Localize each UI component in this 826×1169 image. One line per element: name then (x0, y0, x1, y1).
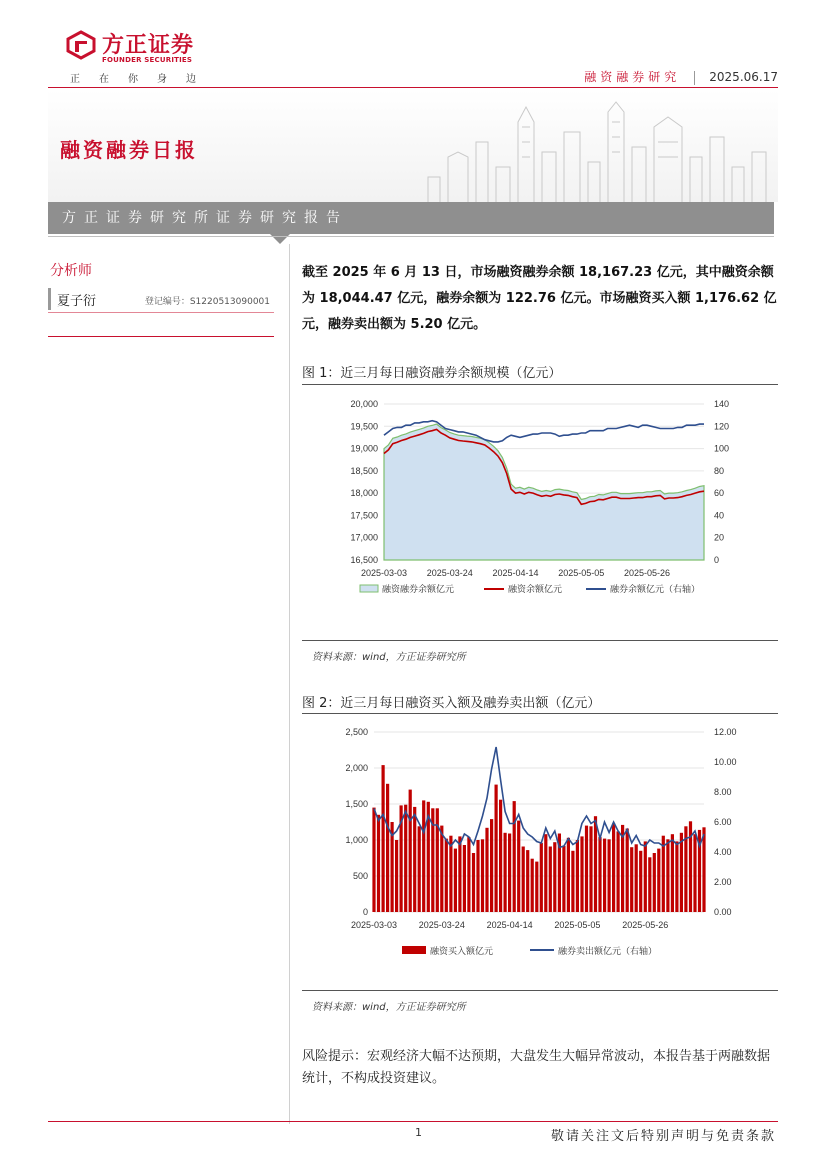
chart2-bar (463, 845, 466, 912)
chart2-bar (608, 839, 611, 912)
chart1-y-left-tick: 16,500 (350, 555, 378, 565)
chart2-legend-label: 融券卖出额亿元（右轴） (558, 946, 658, 956)
chart2-bar (580, 836, 583, 912)
figure1-title: 图 1：近三月每日融资融券余额规模（亿元） (302, 366, 562, 381)
chart1-y-left-tick: 17,000 (350, 532, 378, 543)
report-category: 融资融券研究 (584, 70, 681, 84)
figure1-bottom-rule (302, 640, 778, 641)
header-meta (584, 68, 778, 85)
chart1-y-right-tick: 120 (714, 421, 730, 432)
chart1-legend-swatch-total (360, 585, 378, 592)
chart2-series-securities-line (374, 747, 704, 848)
chart2-bar (648, 857, 651, 912)
chart2-bar (472, 853, 475, 912)
chart2-bar (404, 805, 407, 912)
report-title: 融资融券日报 (60, 138, 198, 162)
chart2-bar (540, 843, 543, 912)
chart2-bar (576, 840, 579, 912)
chart2-y-left-tick: 0 (362, 907, 368, 917)
chart2-bar (454, 849, 457, 912)
risk-warning: 风险提示：宏观经济大幅不达预期，大盘发生大幅异常波动，本报告基于两融数据统计，不构成投资建议。 (302, 1049, 771, 1086)
brand-slogan: 正在你身边 (70, 74, 215, 85)
bar-underline (48, 236, 774, 237)
figure2-source: 资料来源：wind，方正证券研究所 (312, 1002, 466, 1013)
chart2-bar (409, 790, 412, 912)
chart2-y-left-tick: 500 (352, 871, 368, 881)
chart2-bar (544, 834, 547, 912)
chart1-x-tick: 2025-04-14 (492, 568, 539, 578)
chart2-bar (671, 834, 674, 912)
figure2-top-rule (302, 713, 778, 714)
chart2-bar (517, 821, 520, 912)
chart1-y-left-tick: 17,500 (350, 510, 378, 521)
chart2-bar (499, 800, 502, 912)
chart1-y-left-tick: 19,000 (350, 443, 378, 454)
chart2-bar (526, 850, 529, 912)
chart2-bar (490, 819, 493, 912)
summary-paragraph: 截至 2025 年 6 月 13 日，市场融资融券余额 18,167.23 亿元，其中融资余额为 18,044.47 亿元，融券余额为 122.76 亿元。市场融资买入额 1,176.62 亿元，融券卖出额为 5.20 亿元。 (302, 265, 777, 332)
reg-number: S1220513090001 (189, 297, 270, 307)
chart2-bar (549, 847, 552, 913)
chart2-y-left-tick: 2,000 (345, 763, 368, 773)
chart2-bar (382, 765, 385, 912)
chart1-y-right-tick: 40 (714, 510, 725, 521)
chart2-y-left-tick: 1,500 (345, 799, 368, 809)
chart2-bar (594, 816, 597, 912)
figure1-top-rule (302, 384, 778, 385)
chart2-bar (603, 839, 606, 912)
chart1-legend-label: 融资余额亿元 (508, 584, 563, 594)
brand-name: 方正证券 (102, 33, 195, 58)
chart2-bar (418, 826, 421, 912)
footer-rule (48, 1121, 778, 1122)
title-banner (48, 89, 778, 202)
chart1-x-tick: 2025-05-05 (558, 568, 605, 578)
founder-logo-icon (66, 30, 96, 60)
chart1-y-left-tick: 20,000 (350, 399, 378, 409)
chart2-y-right-tick: 6.00 (714, 817, 732, 827)
chart2-bar (639, 851, 642, 912)
chart1-y-right-tick: 140 (714, 399, 730, 409)
chart2-legend-swatch-bars (402, 946, 426, 954)
chart2-bar (630, 847, 633, 912)
chart2-bar (567, 838, 570, 912)
chart2-bar (458, 836, 461, 912)
chart2-bar (436, 808, 439, 912)
footer-disclaimer: 敬请关注文后特别声明与免责条款 (550, 1129, 776, 1144)
analyst-name: 夏子衍 (57, 294, 97, 309)
chart1-y-left-tick: 18,500 (350, 465, 378, 476)
chart2-bar (531, 859, 534, 912)
chart1-y-left-tick: 18,000 (350, 488, 378, 499)
chart1-y-right-tick: 80 (714, 465, 725, 476)
chart2-bar (504, 833, 507, 912)
page-number: 1 (415, 1126, 422, 1139)
chart2-y-right-tick: 2.00 (714, 877, 732, 887)
chart1-y-right-tick: 60 (714, 488, 725, 499)
chart1-y-right-tick: 100 (714, 443, 730, 454)
chart2-bar (644, 841, 647, 912)
chart1-y-right-tick: 20 (714, 532, 725, 543)
chart2-bar (440, 826, 443, 912)
chart2-y-left-tick: 2,500 (345, 727, 368, 737)
report-type-bar: 方正证券研究所证券研究报告 (48, 202, 774, 234)
chart2-bar (522, 847, 525, 913)
chart1-series-total-area (384, 424, 704, 560)
chart2-bar (653, 853, 656, 912)
chart2-bar (657, 849, 660, 912)
chart2-bar (508, 834, 511, 913)
city-skyline-icon (418, 97, 778, 202)
margin-balance-chart (302, 390, 778, 636)
analyst-rule (48, 312, 274, 313)
chart1-legend-label: 融券余额亿元（右轴） (610, 584, 701, 594)
chart2-bar (386, 784, 389, 912)
chart2-bar (513, 801, 516, 912)
brand-name-en: FOUNDER SECURITIES (102, 56, 193, 64)
chart2-bar (413, 807, 416, 912)
chart2-bar (395, 840, 398, 912)
chart2-y-right-tick: 0.00 (714, 907, 732, 917)
chart2-legend-label: 融资买入额亿元 (430, 946, 494, 956)
chart1-x-tick: 2025-03-24 (426, 568, 473, 578)
chart2-y-left-tick: 1,000 (345, 835, 368, 845)
chart2-bar (635, 844, 638, 912)
chart2-bar (680, 833, 683, 912)
chart2-x-tick: 2025-05-26 (622, 920, 669, 930)
chart2-y-right-tick: 8.00 (714, 787, 732, 797)
chart2-bar (626, 829, 629, 913)
chart2-y-right-tick: 12.00 (714, 727, 737, 737)
column-divider (289, 244, 290, 1124)
chart2-x-tick: 2025-04-14 (486, 920, 533, 930)
chart2-bar (571, 851, 574, 912)
chart2-bar (598, 837, 601, 912)
analyst-rule-bottom (48, 336, 274, 337)
chart2-bar (476, 840, 479, 912)
analyst-heading: 分析师 (50, 263, 92, 279)
figure1-source: 资料来源：wind，方正证券研究所 (312, 652, 466, 663)
chart2-bar (467, 837, 470, 912)
header-divider (694, 71, 695, 85)
chart2-bar (693, 834, 696, 912)
chart2-bar (485, 828, 488, 912)
chart2-x-tick: 2025-03-24 (418, 920, 465, 930)
chart2-x-tick: 2025-03-03 (350, 920, 398, 930)
chart2-bar (589, 826, 592, 912)
figure2-title: 图 2：近三月每日融资买入额及融券卖出额（亿元） (302, 696, 601, 711)
chart2-bar (372, 808, 375, 912)
chart2-bar (495, 785, 498, 912)
header-rule (48, 87, 778, 88)
chart2-bar (535, 862, 538, 912)
chart2-bar (422, 800, 425, 912)
chart2-bar (666, 839, 669, 912)
company-logo (62, 26, 202, 66)
chart2-bar (377, 815, 380, 912)
chart2-x-tick: 2025-05-05 (554, 920, 601, 930)
chart1-y-right-tick: 0 (714, 555, 720, 565)
chart2-bar (662, 836, 665, 912)
chart2-bar (675, 841, 678, 912)
chart2-bar (481, 839, 484, 912)
figure2-bottom-rule (302, 990, 778, 991)
daily-trading-chart (302, 718, 778, 984)
chart2-bar (612, 823, 615, 912)
chart2-bar (585, 826, 588, 912)
chart2-bar (617, 831, 620, 912)
chart2-y-right-tick: 10.00 (714, 757, 737, 767)
chart1-x-tick: 2025-05-26 (623, 568, 671, 578)
chart2-bar (702, 827, 705, 912)
chart1-legend-label: 融资融券余额亿元 (382, 584, 455, 594)
reg-label: 登记编号： (144, 297, 190, 307)
chart2-bar (445, 839, 448, 912)
chart2-bar (562, 846, 565, 912)
chart2-bar (553, 842, 556, 912)
chart1-x-tick: 2025-03-03 (360, 568, 408, 578)
chart2-y-right-tick: 4.00 (714, 847, 732, 857)
chart1-y-left-tick: 19,500 (350, 421, 378, 432)
analyst-registration (145, 294, 270, 307)
report-date: 2025.06.17 (709, 70, 778, 84)
analyst-card (48, 288, 274, 310)
